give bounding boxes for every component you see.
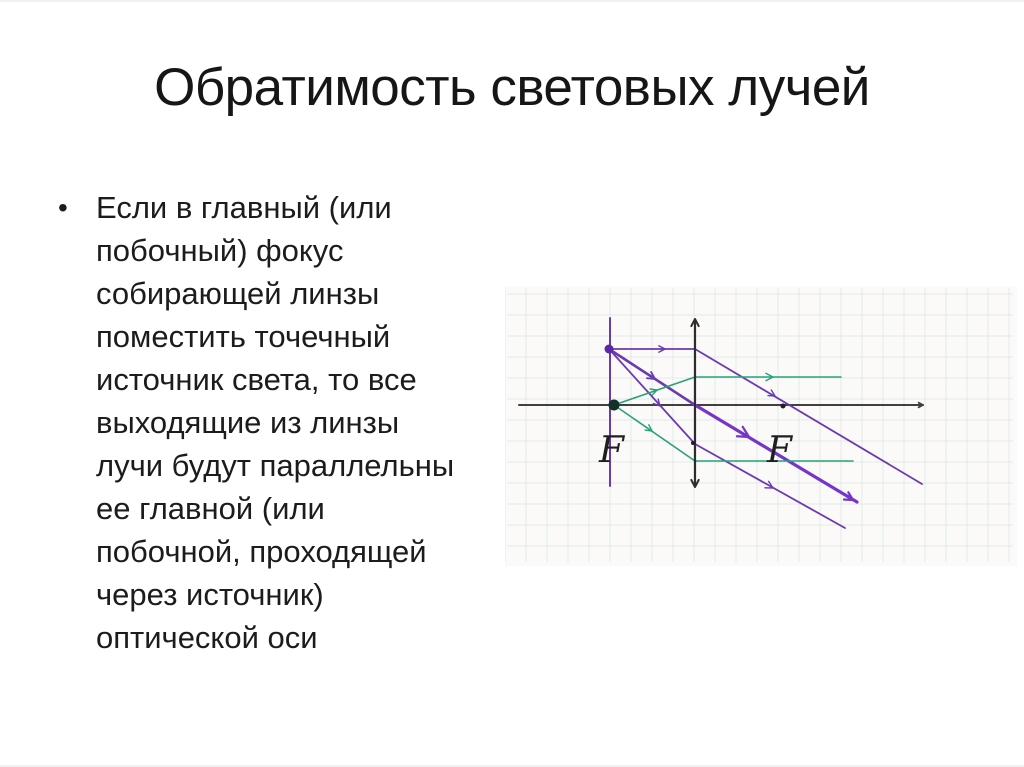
slide-top-border bbox=[0, 0, 1024, 2]
front-focus-dot bbox=[609, 400, 620, 411]
lens-ray-diagram bbox=[505, 286, 1017, 566]
bullet-text-line: лучи будут параллельны bbox=[96, 448, 455, 483]
ink-spot bbox=[691, 441, 695, 445]
slide-title: Обратимость световых лучей bbox=[154, 58, 870, 117]
graph-paper bbox=[505, 286, 1017, 566]
bullet-marker: • bbox=[58, 192, 68, 223]
bullet-text-line: побочной, проходящей bbox=[96, 534, 427, 569]
bullet-text-line: источник света, то все bbox=[96, 362, 417, 397]
back-focus-dot bbox=[781, 404, 786, 409]
bullet-text-line: побочный) фокус bbox=[96, 233, 344, 268]
focus-label-focus_left: F bbox=[599, 430, 624, 471]
bullet-text-line: выходящие из линзы bbox=[96, 405, 400, 440]
bullet-text-line: собирающей линзы bbox=[96, 276, 380, 311]
bullet-text-line: поместить точечный bbox=[96, 319, 391, 354]
bullet-text-line: оптической оси bbox=[96, 620, 318, 655]
bullet-text-line: ее главной (или bbox=[96, 491, 325, 526]
bullet-text bbox=[96, 186, 454, 659]
source-dot bbox=[605, 345, 614, 354]
bullet-list bbox=[58, 186, 510, 659]
bullet-text-line: Если в главный (или bbox=[96, 190, 392, 225]
focus-label-focus_right: F bbox=[767, 430, 792, 471]
bullet-text-line: через источник) bbox=[96, 577, 324, 612]
